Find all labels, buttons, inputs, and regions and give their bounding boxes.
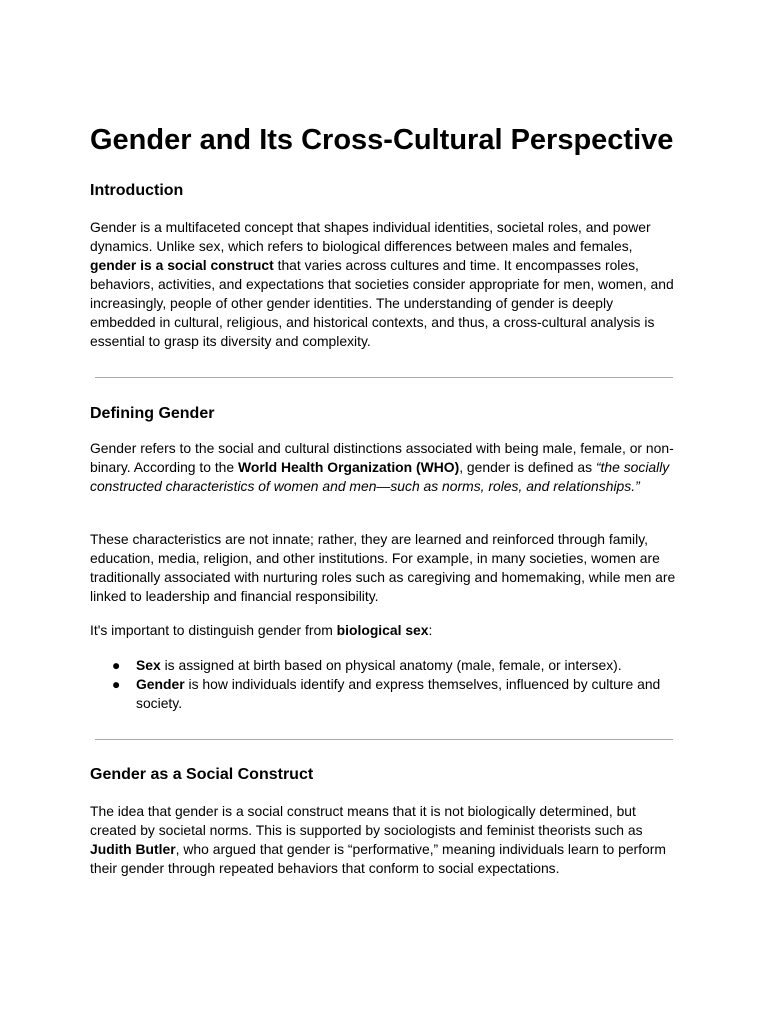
defining-bold-who: World Health Organization (WHO) [238,459,460,475]
heading-defining-gender: Defining Gender [90,405,215,422]
heading-social-construct: Gender as a Social Construct [90,766,314,783]
defining-paragraph-1 [90,439,676,496]
list-item [90,675,676,713]
heading-introduction: Introduction [90,182,184,199]
sex-gender-list [90,656,676,713]
defining-paragraph-2: These characteristics are not innate; rather, they are learned and reinforced through family, education, media, religion, and other institutions. For example, in many societies, women are traditionally associated with nurturing roles such as caregiving and homemaking, while men are linked to leadership and financial responsibility. [90,531,676,604]
intro-bold-social-construct: gender is a social construct [90,257,274,273]
list-item-text: is how individuals identify and express themselves, influenced by culture and society. [136,676,661,711]
intro-text-c: that varies across cultures and time. It encompasses roles, behaviors, activities, and expectations that societies consider appropriate for men, women, and increasingly, people of other gender identities. The understanding of gender is deeply embedded in cultural, religious, and historical contexts, and thus, a cross-cultural analysis is essential to grasp its diversity and complexity. [90,257,674,349]
defining-paragraph-3 [90,621,676,640]
intro-text-a: Gender is a multifaceted concept that shapes individual identities, societal roles, and power dynamics. Unlike sex, which refers to biological differences between males and females, [90,219,651,254]
introduction-paragraph [90,218,676,351]
section-divider [95,377,673,378]
defining-p3-text-c: : [428,622,433,638]
list-item-term: Gender [136,676,185,692]
defining-italic-quote: “the socially constructed characteristics of women and men—such as norms, roles, and relationships.” [90,459,670,494]
construct-bold-judith-butler: Judith Butler [90,841,176,857]
bullet-icon: ● [112,676,121,692]
list-item-term: Sex [136,657,161,673]
defining-text-c: , gender is defined as [459,459,596,475]
list-item [90,656,676,675]
construct-text-c: , who argued that gender is “performative,” meaning individuals learn to perform their gender through repeated behaviors that conform to social expectations. [90,841,666,876]
construct-text-a: The idea that gender is a social construct means that it is not biologically determined, but created by societal norms. This is supported by sociologists and feminist theorists such as [90,803,643,838]
section-divider [95,739,673,740]
bullet-icon: ● [112,657,121,673]
construct-paragraph [90,802,676,878]
defining-bold-biological-sex: biological sex [336,622,429,638]
document-title: Gender and Its Cross-Cultural Perspective [90,124,674,156]
defining-text-a: Gender refers to the social and cultural distinctions associated with being male, female, or non-binary. According to the [90,440,674,475]
list-item-text: is assigned at birth based on physical anatomy (male, female, or intersex). [160,657,622,673]
defining-p3-text-a: It's important to distinguish gender from [90,622,337,638]
